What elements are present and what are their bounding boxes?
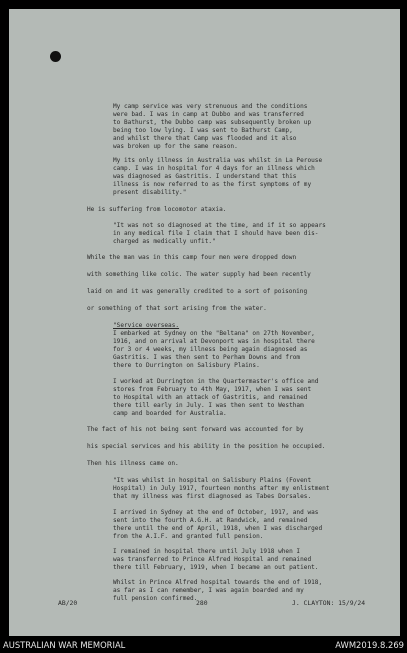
text-line: there till early in July. I was then sent to Westham	[113, 402, 304, 409]
text-line: camp. I was in hospital for 4 days for an illness which	[113, 165, 315, 172]
text-line: Whilst in Prince Alfred hospital towards the end of 1918,	[113, 579, 323, 586]
text-line: laid on and it was generally credited to a sort of poisoning	[87, 288, 308, 295]
text-line: Gastritis. I was then sent to Perham Downs and from	[113, 354, 301, 361]
archive-name: AUSTRALIAN WAR MEMORIAL	[3, 640, 126, 650]
text-line: stores from February to 4th May, 1917, when I was sent	[113, 386, 312, 393]
text-line: The fact of his not being sent forward was accounted for by	[87, 426, 304, 433]
archive-caption-bar	[0, 636, 407, 653]
text-line: I arrived in Sydney at the end of October, 1917, and was	[113, 509, 319, 516]
text-line: there until the end of April, 1918, when I was discharged	[113, 525, 323, 532]
text-line: My its only illness in Australia was whilst in La Perouse	[113, 157, 323, 164]
text-line: "It was not so diagnosed at the time, and if it so appears	[113, 222, 326, 229]
text-line: in any medical file I claim that I should have been dis-	[113, 230, 319, 237]
file-reference: AB/20	[58, 599, 78, 607]
text-line: was broken up for the same reason.	[113, 143, 238, 150]
text-line: charged as medically unfit."	[113, 238, 216, 245]
text-line: and whilst there that Camp was flooded and it also	[113, 135, 297, 142]
text-line: 1916, and on arrival at Devonport was in hospital there	[113, 338, 315, 345]
text-line: I worked at Durrington in the Quartermaster's office and	[113, 378, 319, 385]
page-number: 280	[196, 599, 208, 607]
text-line: there till February, 1919, when I became an out patient.	[113, 564, 319, 571]
text-line: or something of that sort arising from the water.	[87, 305, 267, 312]
text-line: with something like colic. The water supply had been recently	[87, 271, 311, 278]
text-line: sent into the fourth A.G.H. at Randwick, and remained	[113, 517, 308, 524]
text-line: I remained in hospital there until July 1918 when I	[113, 548, 301, 555]
text-line: to Hospital with an attack of Gastritis, and remained	[113, 394, 308, 401]
text-line: While the man was in this camp four men were dropped down	[87, 254, 297, 261]
text-line: was transferred to Prince Alfred Hospital and remained	[113, 556, 312, 563]
text-line: present disability."	[113, 189, 187, 196]
text-line: He is suffering from locomotor ataxia.	[87, 206, 227, 213]
text-line: Then his illness came on.	[87, 460, 179, 467]
text-line: his special services and his ability in the position he occupied.	[87, 443, 326, 450]
signature-date: J. CLAYTON: 15/9/24	[292, 599, 366, 607]
text-line: for 3 or 4 weeks, my illness being again diagnosed as	[113, 346, 308, 353]
text-line: there to Durrington on Salisbury Plains.	[113, 362, 260, 369]
text-line: illness is now referred to as the first symptoms of my	[113, 181, 312, 188]
document-page	[9, 9, 400, 636]
text-line: "It was whilst in hospital on Salisbury Plains (Fovent	[113, 477, 312, 484]
punch-hole	[50, 51, 61, 62]
text-line: My camp service was very strenuous and the conditions	[113, 103, 308, 110]
text-line: that my illness was first diagnosed as Tabes Dorsales.	[113, 493, 312, 500]
section-heading: "Service overseas.	[113, 322, 180, 329]
text-line: from the A.I.F. and granted full pension.	[113, 533, 264, 540]
text-line: being too low lying. I was sent to Bathurst Camp,	[113, 127, 293, 134]
text-line: camp and boarded for Australia.	[113, 410, 227, 417]
text-line: was diagnosed as Gastritis. I understand that this	[113, 173, 297, 180]
text-line: Hospital) in July 1917, fourteen months after my enlistment	[113, 485, 330, 492]
text-line: to Bathurst, the Dubbo camp was subsequently broken up	[113, 119, 312, 126]
text-line: as far as I can remember, I was again boarded and my	[113, 587, 304, 594]
text-line: were bad. I was in camp at Dubbo and was transferred	[113, 111, 304, 118]
text-line: I embarked at Sydney on the "Beltana" on 27th November,	[113, 330, 315, 337]
text-line: full pension confirmed.	[113, 595, 198, 602]
archive-id: AWM2019.8.269	[335, 640, 404, 650]
